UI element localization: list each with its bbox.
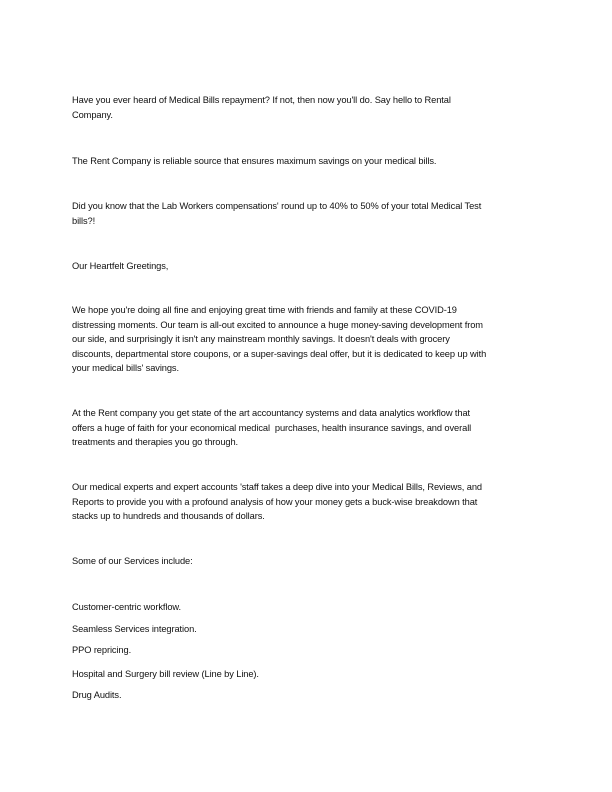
text-line: Company. — [72, 110, 113, 120]
text-line: At the Rent company you get state of the art accountancy systems and data analytics workflow that — [72, 408, 471, 418]
text-line: Did you know that the Lab Workers compensations' round up to 40% to 50% of your total Medical Test — [72, 201, 482, 211]
text-line: We hope you're doing all fine and enjoying great time with friends and family at these COVID-19 — [72, 305, 457, 315]
text-line: Our Heartfelt Greetings, — [72, 261, 169, 271]
service-item: Customer-centric workflow. — [72, 602, 181, 612]
text-line: Have you ever heard of Medical Bills repayment? If not, then now you'll do. Say hello to Rental — [72, 95, 451, 105]
text-line: Some of our Services include: — [72, 556, 193, 566]
text-line: bills?! — [72, 216, 96, 226]
text-line: distressing moments. Our team is all-out excited to announce a huge money-saving development from — [72, 319, 483, 330]
text-line: Our medical experts and expert accounts 'staff takes a deep dive into your Medical Bills, Reviews, and — [72, 482, 482, 492]
text-line: stacks up to hundreds and thousands of dollars. — [72, 511, 265, 521]
text-line: discounts, departmental store coupons, or a super-savings deal offer, but it is dedicated to keep up with — [72, 348, 487, 359]
text-line: treatments and therapies you go through. — [72, 437, 239, 447]
text-line: Reports to provide you with a profound analysis of how your money gets a buck-wise breakdown that — [72, 496, 478, 507]
text-line: offers a huge of faith for your economical medical purchases, health insurance savings, and overall — [72, 422, 472, 433]
service-item: PPO repricing. — [72, 645, 132, 655]
text-line: our side, and surprisingly it isn't any mainstream monthly savings. It doesn't deals with grocery — [72, 334, 450, 344]
text-line: The Rent Company is reliable source that ensures maximum savings on your medical bills. — [72, 156, 437, 166]
text-line: your medical bills' savings. — [72, 363, 179, 373]
service-item: Hospital and Surgery bill review (Line by Line). — [72, 669, 259, 679]
service-item: Seamless Services integration. — [72, 624, 197, 634]
service-item: Drug Audits. — [72, 690, 122, 700]
